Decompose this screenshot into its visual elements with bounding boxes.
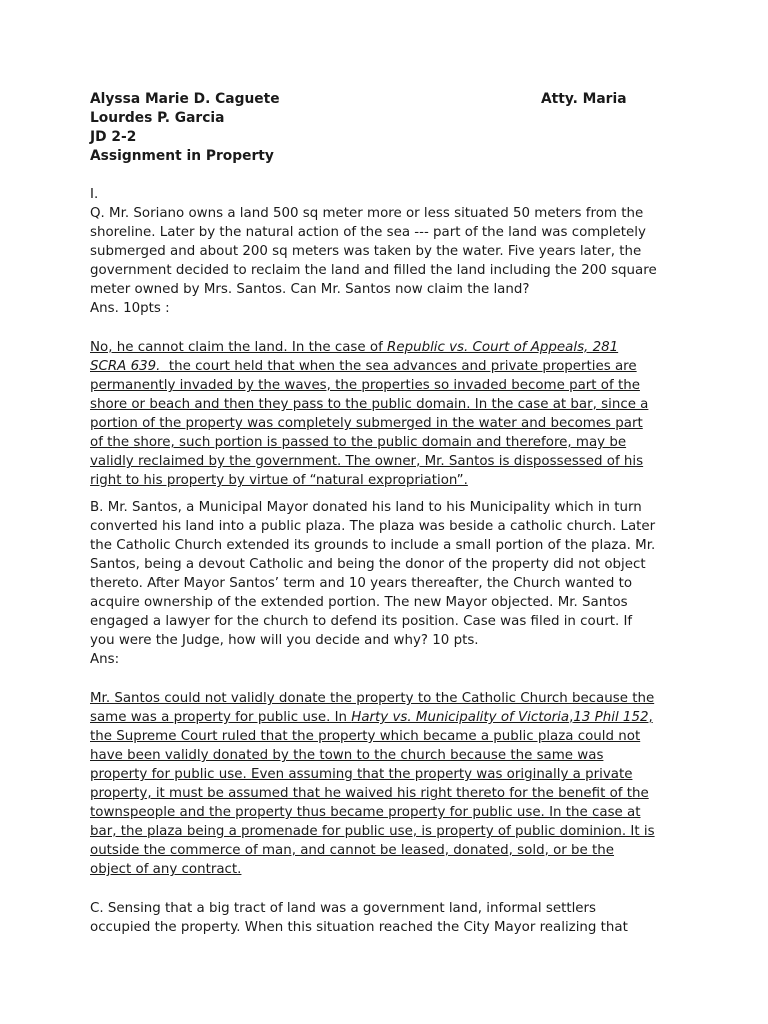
answer-2-label: Ans: [90, 652, 120, 667]
case-reference: 13 Phil 152 [573, 710, 649, 725]
part-label: I. [90, 187, 99, 202]
question-1-line: Q. Mr. Soriano owns a land 500 sq meter more or less situated 50 meters from the [90, 206, 644, 221]
document-header [90, 90, 690, 166]
question-3 [90, 899, 690, 937]
answer-2-line: townspeople and the property thus became property for public use. In the case at [90, 805, 641, 820]
answer-1-line: permanently invaded by the waves, the properties so invaded become part of the [90, 378, 640, 393]
answer-1-text: the court held that when the sea advances and private properties are [160, 359, 637, 374]
document-page [90, 90, 690, 937]
answer-2-text: , [569, 710, 574, 725]
answer-2-line: property for public use. Even assuming that the property was originally a private [90, 767, 633, 782]
question-1-line: submerged and about 200 sq meters was taken by the water. Five years later, the [90, 244, 642, 259]
answer-2 [90, 689, 690, 879]
case-citation: Republic vs. Court of Appeals, 281 [387, 340, 619, 355]
case-citation: SCRA 639. [90, 359, 161, 374]
question-2 [90, 498, 690, 669]
question-2-line: you were the Judge, how will you decide and why? 10 pts. [90, 633, 479, 648]
answer-1-line: portion of the property was completely submerged in the water and becomes part [90, 416, 643, 431]
question-1-line: shoreline. Later by the natural action of the sea --- part of the land was completely [90, 225, 646, 240]
answer-1-line [90, 338, 690, 357]
answer-2-line: Mr. Santos could not validly donate the property to the Catholic Church because the [90, 691, 655, 706]
author-name-1: Alyssa Marie D. Caguete [90, 91, 280, 107]
answer-2-text: , [648, 710, 653, 725]
answer-2-text: same was a property for public use. In [90, 710, 352, 725]
answer-1-line [90, 357, 690, 376]
answer-2-line: have been validly donated by the town to the church because the same was [90, 748, 604, 763]
answer-1-line: of the shore, such portion is passed to the public domain and therefore, may be [90, 435, 627, 450]
instructor-name: Atty. Maria [541, 91, 627, 107]
answer-2-line: property, it must be assumed that he waived his right thereto for the benefit of the [90, 786, 649, 801]
answer-1-text: No, he cannot claim the land. In the case of [90, 340, 388, 355]
question-1-points: Ans. 10pts : [90, 301, 170, 316]
question-3-line: occupied the property. When this situation reached the City Mayor realizing that [90, 920, 628, 935]
section-label: JD 2-2 [90, 129, 137, 145]
answer-1-line: right to his property by virtue of “natural expropriation”. [90, 473, 468, 488]
answer-1-line: validly reclaimed by the government. The owner, Mr. Santos is dispossessed of his [90, 454, 644, 469]
answer-1 [90, 338, 690, 490]
answer-2-line [90, 708, 690, 727]
answer-2-line: the Supreme Court ruled that the property which became a public plaza could not [90, 729, 641, 744]
answer-2-line: object of any contract. [90, 862, 242, 877]
question-1-line: meter owned by Mrs. Santos. Can Mr. Santos now claim the land? [90, 282, 530, 297]
question-2-line: the Catholic Church extended its grounds to include a small portion of the plaza. Mr. [90, 538, 656, 553]
assignment-title: Assignment in Property [90, 148, 274, 164]
question-1-line: government decided to reclaim the land and filled the land including the 200 square [90, 263, 657, 278]
answer-2-line: outside the commerce of man, and cannot be leased, donated, sold, or be the [90, 843, 615, 858]
question-2-line: engaged a lawyer for the church to defend its position. Case was filed in court. If [90, 614, 633, 629]
question-2-line: Santos, being a devout Catholic and being the donor of the property did not object [90, 557, 646, 572]
author-name-2: Lourdes P. Garcia [90, 110, 225, 126]
question-3-line: C. Sensing that a big tract of land was a government land, informal settlers [90, 901, 597, 916]
answer-2-line: bar, the plaza being a promenade for public use, is property of public dominion. It is [90, 824, 655, 839]
question-1 [90, 204, 690, 318]
question-2-line: converted his land into a public plaza. The plaza was beside a catholic church. Later [90, 519, 656, 534]
question-2-line: acquire ownership of the extended portion. The new Mayor objected. Mr. Santos [90, 595, 628, 610]
case-citation: Harty vs. Municipality of Victoria [351, 710, 570, 725]
question-2-line: B. Mr. Santos, a Municipal Mayor donated his land to his Municipality which in turn [90, 500, 642, 515]
answer-1-line: shore or beach and then they pass to the public domain. In the case at bar, since a [90, 397, 649, 412]
question-2-line: thereto. After Mayor Santos’ term and 10 years thereafter, the Church wanted to [90, 576, 633, 591]
